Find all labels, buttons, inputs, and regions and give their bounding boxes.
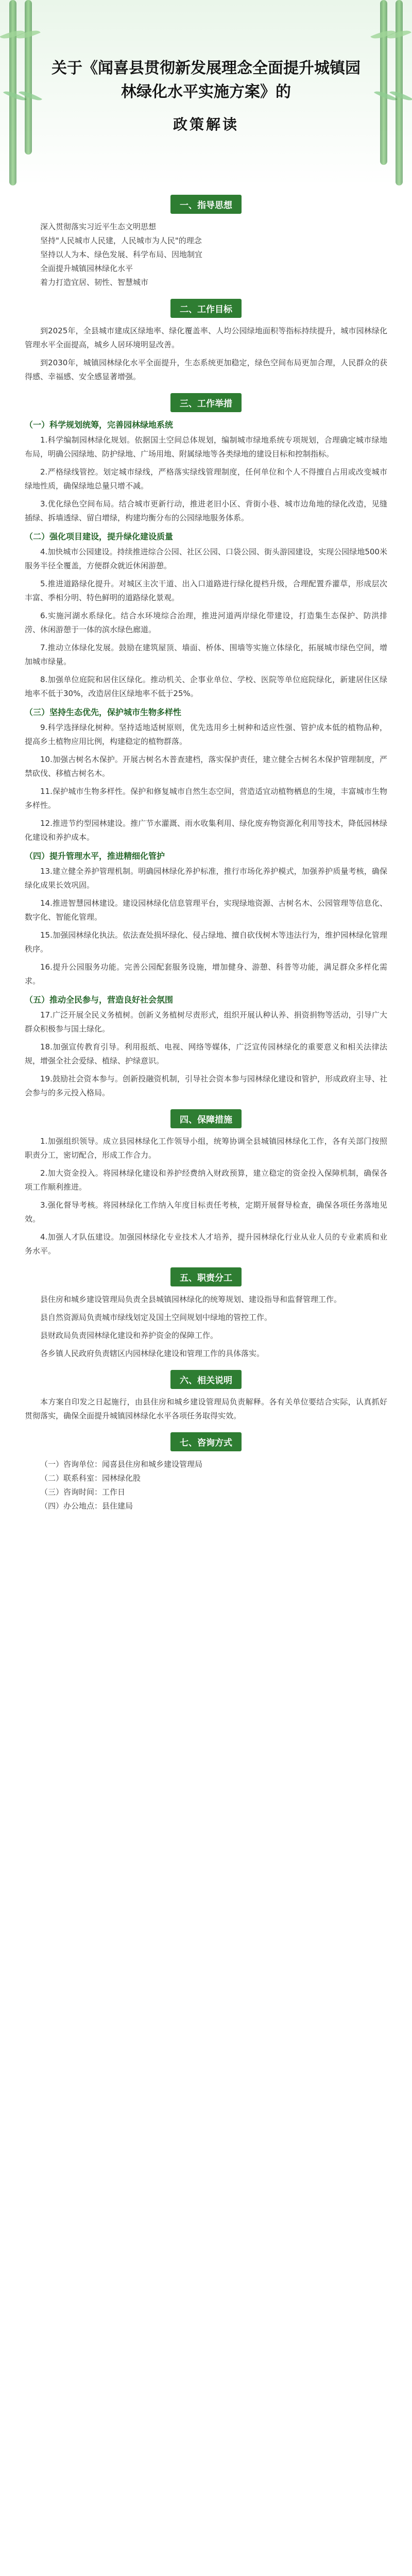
section-header [25,1370,387,1389]
section-header [25,195,387,214]
paragraph: 1.加强组织领导。成立县园林绿化工作领导小组，统筹协调全县城镇园林绿化工作，各有关部门按照职责分工，密切配合，形成工作合力。 [25,1137,387,1160]
text-line: 坚持"人民城市人民建，人民城市为人民"的理念 [40,236,202,245]
contact-line: （一）咨询单位：闻喜县住房和城乡建设管理局 [40,1460,203,1469]
paragraph: 到2025年，全县城市建成区绿地率、绿化覆盖率、人均公园绿地面积等指标持续提升，城市园林绿化管理水平全面提高，城乡人居环境明显改善。 [25,326,387,349]
text-line: 着力打造宜居、韧性、智慧城市 [40,278,149,287]
paragraph: 县自然资源局负责城市绿线划定及国土空间规划中绿地的管控工作。 [40,1313,272,1322]
section-header [25,1267,387,1286]
section-label: 六、相关说明 [170,1370,242,1389]
text-line: 坚持以人为本、绿色发展、科学布局、因地制宜 [40,250,203,259]
subsection-title: （五）推动全民参与，营造良好社会氛围 [25,995,174,1005]
paragraph: 县财政局负责园林绿化建设和养护资金的保障工作。 [40,1331,218,1340]
paragraph: 12.推进节约型园林建设。推广节水灌溉、雨水收集利用、绿化废弃物资源化利用等技术，降低园林绿化建设和养护成本。 [25,819,387,842]
paragraph: 10.加强古树名木保护。开展古树名木普查建档，落实保护责任，建立健全古树名木保护管理制度，严禁砍伐、移植古树名木。 [25,755,387,778]
contact-line: （三）咨询时间：工作日 [40,1487,126,1497]
paragraph: 19.鼓励社会资本参与。创新投融资机制，引导社会资本参与园林绿化建设和管护，形成政府主导、社会参与的多元投入格局。 [25,1074,387,1097]
paragraph: 16.提升公园服务功能。完善公园配套服务设施，增加健身、游憩、科普等功能，满足群众多样化需求。 [25,962,387,986]
section-label: 二、工作目标 [170,299,242,318]
paragraph: 15.加强园林绿化执法。依法查处损坏绿化、侵占绿地、擅自砍伐树木等违法行为，维护园林绿化管理秩序。 [25,930,387,954]
subsection-title: （一）科学规划统筹，完善园林绿地系统 [25,420,174,430]
section-label: 一、指导思想 [170,195,242,214]
subsection-title: （四）提升管理水平，推进精细化管护 [25,851,165,861]
bamboo-decoration [380,0,387,165]
section-label: 七、咨询方式 [170,1432,242,1451]
document-title: 关于《闻喜县贯彻新发展理念全面提升城镇园林绿化水平实施方案》的 [52,59,360,101]
header-banner [0,0,412,185]
paragraph: 县住房和城乡建设管理局负责全县城镇园林绿化的统筹规划、建设指导和监督管理工作。 [40,1295,342,1304]
section-header [25,299,387,318]
bamboo-decoration [396,0,403,185]
paragraph: 3.强化督导考核。将园林绿化工作纳入年度目标责任考核，定期开展督导检查，确保各项任务落地见效。 [25,1200,387,1224]
paragraph: 本方案自印发之日起施行，由县住房和城乡建设管理局负责解释。各有关单位要结合实际，认真抓好贯彻落实，确保全面提升城镇园林绿化水平各项任务取得实效。 [25,1397,387,1420]
paragraph: 13.建立健全养护管理机制。明确园林绿化养护标准，推行市场化养护模式，加强养护质量考核，确保绿化成果长效巩固。 [25,867,387,890]
section-header [25,1109,387,1128]
subsection-title: （二）强化项目建设，提升绿化建设质量 [25,532,174,541]
section-label: 四、保障措施 [170,1109,242,1128]
contact-list [25,1458,387,1513]
paragraph: 17.广泛开展全民义务植树。创新义务植树尽责形式，组织开展认种认养、捐资捐物等活动，引导广大群众积极参与国土绿化。 [25,1010,387,1033]
paragraph: 4.加强人才队伍建设。加强园林绿化专业技术人才培养，提升园林绿化行业从业人员的专业素质和业务水平。 [25,1232,387,1256]
paragraph: 5.推进道路绿化提升。对城区主次干道、出入口道路进行绿化提档升级，合理配置乔灌草，形成层次丰富、季相分明、特色鲜明的道路绿化景观。 [25,579,387,602]
paragraph: 1.科学编制园林绿化规划。依据国土空间总体规划，编制城市绿地系统专项规划，合理确定城市绿地布局，明确公园绿地、防护绿地、广场用地、附属绿地等各类绿地的建设目标和控制指标。 [25,435,387,459]
paragraph: 2.严格绿线管控。划定城市绿线，严格落实绿线管理制度，任何单位和个人不得擅自占用或改变城市绿地性质，确保绿地总量只增不减。 [25,467,387,490]
section-label: 五、职责分工 [170,1267,242,1286]
text-line: 深入贯彻落实习近平生态文明思想 [40,222,157,231]
paragraph: 4.加快城市公园建设。持续推进综合公园、社区公园、口袋公园、街头游园建设，实现公园绿地500米服务半径全覆盖，方便群众就近休闲游憩。 [25,547,387,570]
paragraph: 9.科学选择绿化树种。坚持适地适树原则，优先选用乡土树种和适应性强、管护成本低的植物品种，提高乡土植物应用比例，构建稳定的植物群落。 [25,723,387,746]
subsection-title: （三）坚持生态优先，保护城市生物多样性 [25,707,182,717]
paragraph: 各乡镇人民政府负责辖区内园林绿化建设和管理工作的具体落实。 [40,1349,265,1358]
document-body [0,195,412,1513]
paragraph: 6.实施河湖水系绿化。结合水环境综合治理，推进河道两岸绿化带建设，打造集生态保护、防洪排涝、休闲游憩于一体的滨水绿色廊道。 [25,611,387,634]
paragraph: 14.推进智慧园林建设。建设园林绿化信息管理平台，实现绿地资源、古树名木、公园管理等信息化、数字化、智能化管理。 [25,899,387,922]
document-subtitle: 政策解读 [173,116,239,133]
contact-line: （二）联系科室：园林绿化股 [40,1473,141,1483]
paragraph: 到2030年，城镇园林绿化水平全面提升，生态系统更加稳定，绿色空间布局更加合理，人民群众的获得感、幸福感、安全感显著增强。 [25,358,387,381]
paragraph: 11.保护城市生物多样性。保护和修复城市自然生态空间，营造适宜动植物栖息的生境，丰富城市生物多样性。 [25,787,387,810]
paragraph: 18.加强宣传教育引导。利用报纸、电视、网络等媒体，广泛宣传园林绿化的重要意义和相关法律法规，增强全社会爱绿、植绿、护绿意识。 [25,1042,387,1065]
section-header [25,393,387,412]
section-header [25,1432,387,1451]
bamboo-decoration [9,0,16,185]
paragraph: 7.推动立体绿化发展。鼓励在建筑屋顶、墙面、桥体、围墙等实施立体绿化，拓展城市绿色空间，增加城市绿量。 [25,643,387,666]
paragraph: 2.加大资金投入。将园林绿化建设和养护经费纳入财政预算，建立稳定的资金投入保障机制，确保各项工作顺利推进。 [25,1168,387,1192]
paragraph: 3.优化绿色空间布局。结合城市更新行动，推进老旧小区、背街小巷、城市边角地的绿化改造，见缝插绿、拆墙透绿、留白增绿，构建均衡分布的公园绿地服务体系。 [25,499,387,522]
contact-line: （四）办公地点：县住建局 [40,1501,133,1511]
text-line: 全面提升城镇园林绿化水平 [40,264,133,273]
section-label: 三、工作举措 [170,393,242,412]
paragraph: 8.加强单位庭院和居住区绿化。推动机关、企事业单位、学校、医院等单位庭院绿化，新建居住区绿地率不低于30%，改造居住区绿地率不低于25%。 [25,675,387,698]
